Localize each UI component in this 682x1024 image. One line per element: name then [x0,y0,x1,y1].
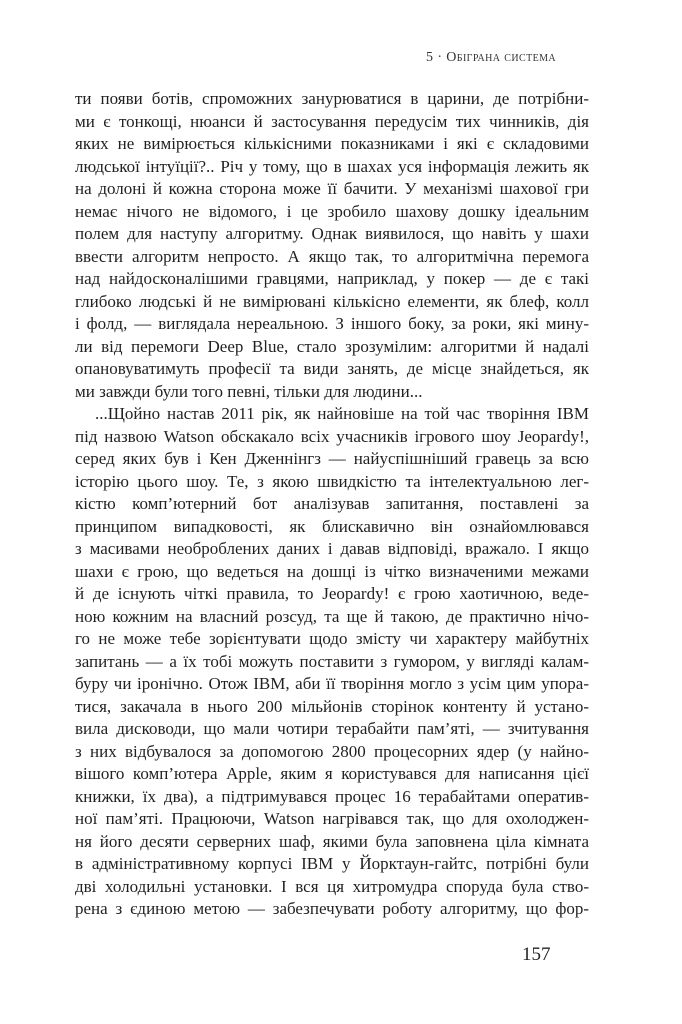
text-line: історію цього шоу. Те, з якою швидкістю та інтелектуальною лег- [75,471,589,491]
text-line: глибоко людські й не вимірювані кількісно елементи, як блеф, колл [75,291,589,311]
text-line: ми завжди були того певні, тільки для людини... [75,381,423,401]
text-line: ти появи ботів, спроможних занурюватися в царини, де потрібни- [75,89,589,108]
text-line: ми є тонкощі, нюанси й застосування передусім тих чинників, дія [75,111,589,131]
text-line: в адміністративному корпусі IBM у Йорктаун-гайтс, потрібні були [75,854,589,873]
text-line: дві холодильні установки. І вся ця хитромудра споруда була ство- [75,876,589,896]
text-line: кістю комп’ютерний бот аналізував запитання, поставлені за [75,494,589,513]
text-line: під назвою Watson обскакало всіх учасників ігрового шоу Jeopardy!, [75,426,589,446]
text-line: ною кожним на власний розсуд, та ще й такою, де практично нічо- [75,606,589,626]
text-line: рена з єдиною метою — забезпечувати роботу алгоритму, що фор- [75,899,589,918]
text-line: вішого комп’ютера Apple, яким я користувався для написання цієї [75,764,589,783]
text-line: ввести алгоритм непросто. А якщо так, то алгоритмічна перемога [75,246,589,266]
text-line: опановуватимуть професії та види занять, де місце знайдеться, як [75,359,589,378]
text-line: з масивами необроблених даних і давав відповіді, вражало. І якщо [75,539,589,558]
text-line: яких не вимірюється кількісними показниками і які є складовими [75,134,589,153]
text-line: принципом випадковості, як блискавично він ознайомлювався [75,516,589,536]
text-line: полем для наступу алгоритму. Однак виявилося, що навіть у шахи [75,224,589,243]
text-line: запитань — а їх тобі можуть поставити з гумором, у вигляді калам- [75,651,589,671]
text-line: ли від перемоги Deep Blue, стало зрозумілим: алгоритми й надалі [75,336,589,356]
text-line: шахи є грою, що ведеться на дошці із чітко визначеними межами [75,561,589,581]
text-line: серед яких був і Кен Дженнінгз — найуспішніший гравець за всю [75,449,589,468]
text-line: ня його десяти серверних шаф, якими була заповнена ціла кімната [75,831,589,851]
body-text [75,88,589,921]
text-line: людської інтуїції?.. Річ у тому, що в шахах уся інформація лежить як [75,156,589,176]
running-header [426,50,556,66]
text-line: го не може тебе зорієнтувати щодо змісту чи характеру майбутніх [75,629,589,648]
text-line: буру чи іронічно. Отож IBM, аби її творіння могло з усім цим упора- [75,674,589,693]
chapter-title: Обіграна система [446,50,556,65]
text-line: вила дисководи, що мали чотири терабайти пам’яті, — зчитування [75,719,589,738]
page-number: 157 [522,944,551,965]
text-line: ної пам’яті. Працюючи, Watson нагрівався так, що для охолоджен- [75,809,589,828]
text-line: на долоні й кожна сторона може її бачити. У механізмі шахової гри [75,179,589,198]
text-line: над найдосконалішими гравцями, наприклад, у покер — де є такі [75,269,589,288]
paragraph [75,88,589,403]
text-line: тися, закачала в нього 200 мільйонів сторінок контенту й устано- [75,696,589,716]
text-line: книжки, їх два), а підтримувався процес 16 терабайтами оператив- [75,786,589,806]
chapter-number: 5 · [426,50,447,65]
text-line: ...Щойно настав 2011 рік, як найновіше на той час творіння IBM [95,404,589,423]
text-line: й де існують чіткі правила, то Jeopardy! є грою хаотичною, веде- [75,584,589,603]
text-line: з них відбувалося за допомогою 2800 процесорних ядер (у найно- [75,741,589,761]
text-line: і фолд, — виглядала нереальною. З іншого боку, за роки, які мину- [75,314,589,333]
paragraph [75,403,589,921]
text-line: немає нічого не відомого, і це зробило шахову дошку ідеальним [75,201,589,221]
